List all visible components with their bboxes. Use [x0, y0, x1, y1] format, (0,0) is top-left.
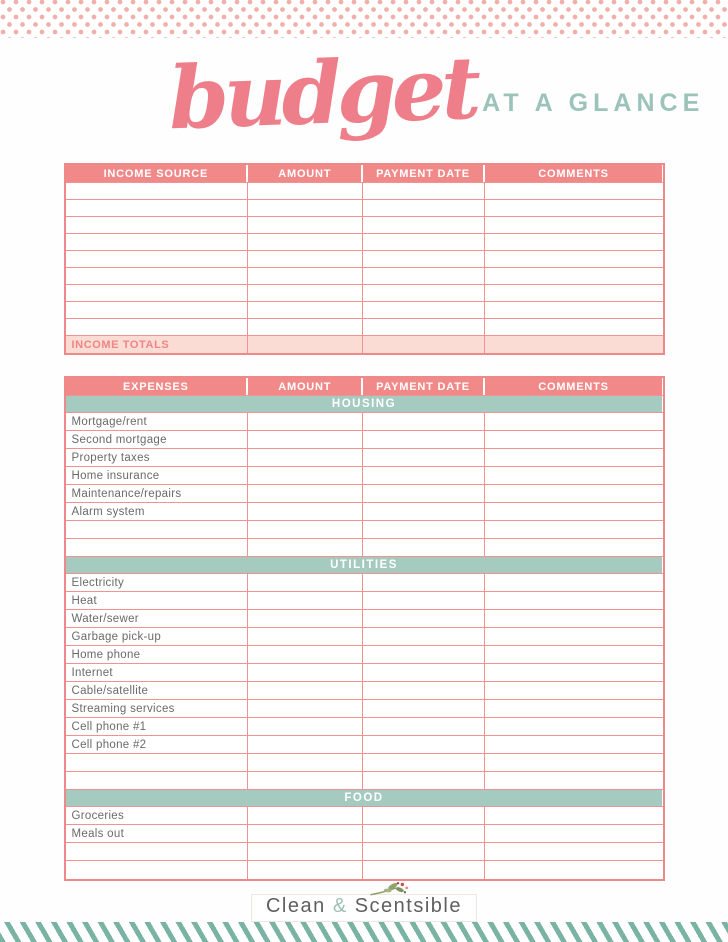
blank-cell: [485, 336, 663, 353]
blank-cell: [248, 200, 363, 216]
income-table: [64, 163, 665, 355]
expense-item-row: [66, 467, 663, 485]
blank-cell: [485, 700, 663, 717]
blank-cell: [248, 736, 363, 753]
column-header-cell: AMOUNT: [248, 378, 363, 395]
blank-cell: [248, 664, 363, 681]
expense-item-row: [66, 449, 663, 467]
blank-cell: [66, 861, 249, 879]
blank-cell: [363, 200, 484, 216]
blank-cell: [66, 268, 249, 284]
blank-cell: [485, 825, 663, 842]
expense-item-row: [66, 664, 663, 682]
expense-item-label: Electricity: [66, 574, 249, 591]
blank-cell: [485, 521, 663, 538]
blank-cell: [363, 646, 484, 663]
bottom-striped-border: [0, 922, 728, 942]
blank-entry-row: [66, 539, 663, 557]
expense-item-label: Garbage pick-up: [66, 628, 249, 645]
brand-word-clean: Clean: [265, 895, 326, 917]
blank-cell: [485, 251, 663, 267]
blank-cell: [248, 467, 363, 484]
table-gap: [0, 355, 728, 376]
blank-cell: [363, 503, 484, 520]
blank-cell: [363, 825, 484, 842]
blank-cell: [363, 843, 484, 860]
expense-item-label: Home phone: [66, 646, 249, 663]
section-band-label: FOOD: [66, 790, 663, 806]
blank-cell: [248, 268, 363, 284]
blank-cell: [248, 336, 363, 353]
blank-cell: [363, 449, 484, 466]
blank-cell: [363, 718, 484, 735]
blank-cell: [363, 772, 484, 789]
blank-cell: [66, 772, 249, 789]
blank-cell: [485, 772, 663, 789]
expense-item-label: Water/sewer: [66, 610, 249, 627]
brand-ampersand: &: [332, 895, 348, 917]
expense-item-row: [66, 628, 663, 646]
column-header-cell: EXPENSES: [66, 378, 249, 395]
column-header-cell: COMMENTS: [485, 378, 663, 395]
blank-cell: [248, 628, 363, 645]
brand-word-scentsible: Scentsible: [354, 895, 462, 917]
blank-cell: [485, 628, 663, 645]
blank-cell: [485, 302, 663, 318]
blank-cell: [485, 319, 663, 335]
blank-cell: [485, 467, 663, 484]
blank-cell: [248, 285, 363, 301]
blank-cell: [363, 319, 484, 335]
blank-entry-row: [66, 268, 663, 285]
brand-footer: [0, 881, 728, 922]
expense-item-row: [66, 592, 663, 610]
expense-item-row: [66, 682, 663, 700]
blank-cell: [248, 682, 363, 699]
column-header-cell: COMMENTS: [485, 165, 663, 182]
blank-cell: [66, 183, 249, 199]
expense-item-label: Cable/satellite: [66, 682, 249, 699]
blank-entry-row: [66, 285, 663, 302]
blank-cell: [248, 319, 363, 335]
blank-cell: [485, 664, 663, 681]
blank-cell: [66, 754, 249, 771]
income-totals-row: [66, 336, 663, 353]
blank-cell: [363, 700, 484, 717]
expense-item-row: [66, 503, 663, 521]
blank-cell: [248, 302, 363, 318]
blank-entry-row: [66, 183, 663, 200]
blank-cell: [66, 521, 249, 538]
blank-cell: [363, 628, 484, 645]
blank-cell: [248, 574, 363, 591]
blank-cell: [485, 592, 663, 609]
blank-cell: [363, 251, 484, 267]
blank-cell: [485, 268, 663, 284]
blank-cell: [248, 861, 363, 879]
column-header-cell: AMOUNT: [248, 165, 363, 182]
blank-cell: [363, 336, 484, 353]
blank-cell: [363, 234, 484, 250]
expense-item-label: Meals out: [66, 825, 249, 842]
floral-sprig-icon: [363, 881, 421, 900]
blank-cell: [485, 754, 663, 771]
table-header-row: [66, 165, 663, 183]
blank-cell: [248, 807, 363, 824]
blank-cell: [248, 754, 363, 771]
blank-cell: [485, 574, 663, 591]
blank-cell: [363, 736, 484, 753]
blank-cell: [363, 574, 484, 591]
blank-cell: [485, 217, 663, 233]
expense-item-row: [66, 736, 663, 754]
blank-cell: [248, 413, 363, 430]
blank-cell: [363, 592, 484, 609]
blank-entry-row: [66, 319, 663, 336]
blank-cell: [363, 485, 484, 502]
blank-cell: [485, 807, 663, 824]
blank-cell: [66, 251, 249, 267]
blank-cell: [485, 285, 663, 301]
blank-entry-row: [66, 217, 663, 234]
blank-cell: [485, 503, 663, 520]
section-band-row: [66, 790, 663, 807]
blank-cell: [248, 485, 363, 502]
blank-cell: [485, 610, 663, 627]
expense-item-label: Cell phone #1: [66, 718, 249, 735]
blank-cell: [363, 217, 484, 233]
blank-cell: [363, 431, 484, 448]
table-header-row: [66, 378, 663, 396]
blank-entry-row: [66, 302, 663, 319]
blank-cell: [485, 539, 663, 556]
income-totals-label: INCOME TOTALS: [66, 336, 249, 353]
blank-cell: [363, 610, 484, 627]
blank-cell: [363, 861, 484, 879]
blank-cell: [248, 700, 363, 717]
expense-item-row: [66, 610, 663, 628]
blank-cell: [66, 200, 249, 216]
blank-cell: [248, 843, 363, 860]
blank-cell: [363, 302, 484, 318]
blank-cell: [363, 521, 484, 538]
blank-cell: [363, 682, 484, 699]
blank-cell: [248, 234, 363, 250]
blank-cell: [363, 413, 484, 430]
expense-item-row: [66, 646, 663, 664]
blank-cell: [485, 234, 663, 250]
blank-cell: [248, 772, 363, 789]
section-band-row: [66, 396, 663, 413]
expense-item-label: Internet: [66, 664, 249, 681]
blank-cell: [248, 251, 363, 267]
blank-cell: [485, 646, 663, 663]
blank-cell: [363, 754, 484, 771]
blank-cell: [248, 592, 363, 609]
blank-cell: [363, 285, 484, 301]
blank-cell: [363, 268, 484, 284]
blank-entry-row: [66, 754, 663, 772]
expense-item-label: Home insurance: [66, 467, 249, 484]
section-band-label: HOUSING: [66, 396, 663, 412]
expense-item-row: [66, 413, 663, 431]
expense-item-row: [66, 807, 663, 825]
blank-cell: [363, 467, 484, 484]
expense-item-label: Mortgage/rent: [66, 413, 249, 430]
blank-entry-row: [66, 843, 663, 861]
blank-cell: [485, 449, 663, 466]
section-band-row: [66, 557, 663, 574]
expense-item-row: [66, 574, 663, 592]
blank-cell: [363, 539, 484, 556]
blank-entry-row: [66, 772, 663, 790]
expense-item-label: Cell phone #2: [66, 736, 249, 753]
column-header-cell: INCOME SOURCE: [66, 165, 249, 182]
blank-cell: [248, 217, 363, 233]
blank-cell: [248, 503, 363, 520]
blank-cell: [485, 183, 663, 199]
blank-cell: [66, 302, 249, 318]
blank-cell: [248, 521, 363, 538]
expense-item-label: Heat: [66, 592, 249, 609]
expense-item-row: [66, 431, 663, 449]
blank-cell: [485, 485, 663, 502]
blank-cell: [66, 539, 249, 556]
blank-cell: [363, 183, 484, 199]
expense-item-row: [66, 485, 663, 503]
blank-cell: [363, 807, 484, 824]
blank-cell: [248, 646, 363, 663]
title-caps-words: AT A GLANCE: [482, 89, 705, 117]
blank-cell: [66, 285, 249, 301]
title-script-word: budget: [166, 37, 478, 150]
column-header-cell: PAYMENT DATE: [363, 378, 484, 395]
blank-cell: [248, 183, 363, 199]
blank-cell: [248, 449, 363, 466]
blank-cell: [485, 861, 663, 879]
blank-cell: [248, 610, 363, 627]
blank-cell: [66, 319, 249, 335]
expense-item-row: [66, 718, 663, 736]
expenses-table: [64, 376, 665, 881]
expense-item-label: Alarm system: [66, 503, 249, 520]
blank-cell: [485, 431, 663, 448]
section-band-label: UTILITIES: [66, 557, 663, 573]
blank-cell: [485, 718, 663, 735]
expense-item-label: Groceries: [66, 807, 249, 824]
blank-cell: [485, 200, 663, 216]
blank-cell: [248, 825, 363, 842]
blank-entry-row: [66, 200, 663, 217]
blank-cell: [485, 413, 663, 430]
blank-cell: [66, 234, 249, 250]
page-title: [0, 38, 728, 163]
top-dotted-border: [0, 0, 728, 38]
blank-cell: [485, 843, 663, 860]
blank-cell: [363, 664, 484, 681]
blank-entry-row: [66, 234, 663, 251]
expense-item-label: Maintenance/repairs: [66, 485, 249, 502]
blank-cell: [485, 736, 663, 753]
expense-item-label: Streaming services: [66, 700, 249, 717]
expense-item-row: [66, 825, 663, 843]
blank-cell: [485, 682, 663, 699]
blank-entry-row: [66, 861, 663, 879]
blank-entry-row: [66, 521, 663, 539]
blank-cell: [248, 539, 363, 556]
blank-cell: [248, 718, 363, 735]
blank-cell: [248, 431, 363, 448]
blank-cell: [66, 843, 249, 860]
expense-item-row: [66, 700, 663, 718]
blank-cell: [66, 217, 249, 233]
expense-item-label: Property taxes: [66, 449, 249, 466]
expense-item-label: Second mortgage: [66, 431, 249, 448]
column-header-cell: PAYMENT DATE: [363, 165, 484, 182]
blank-entry-row: [66, 251, 663, 268]
